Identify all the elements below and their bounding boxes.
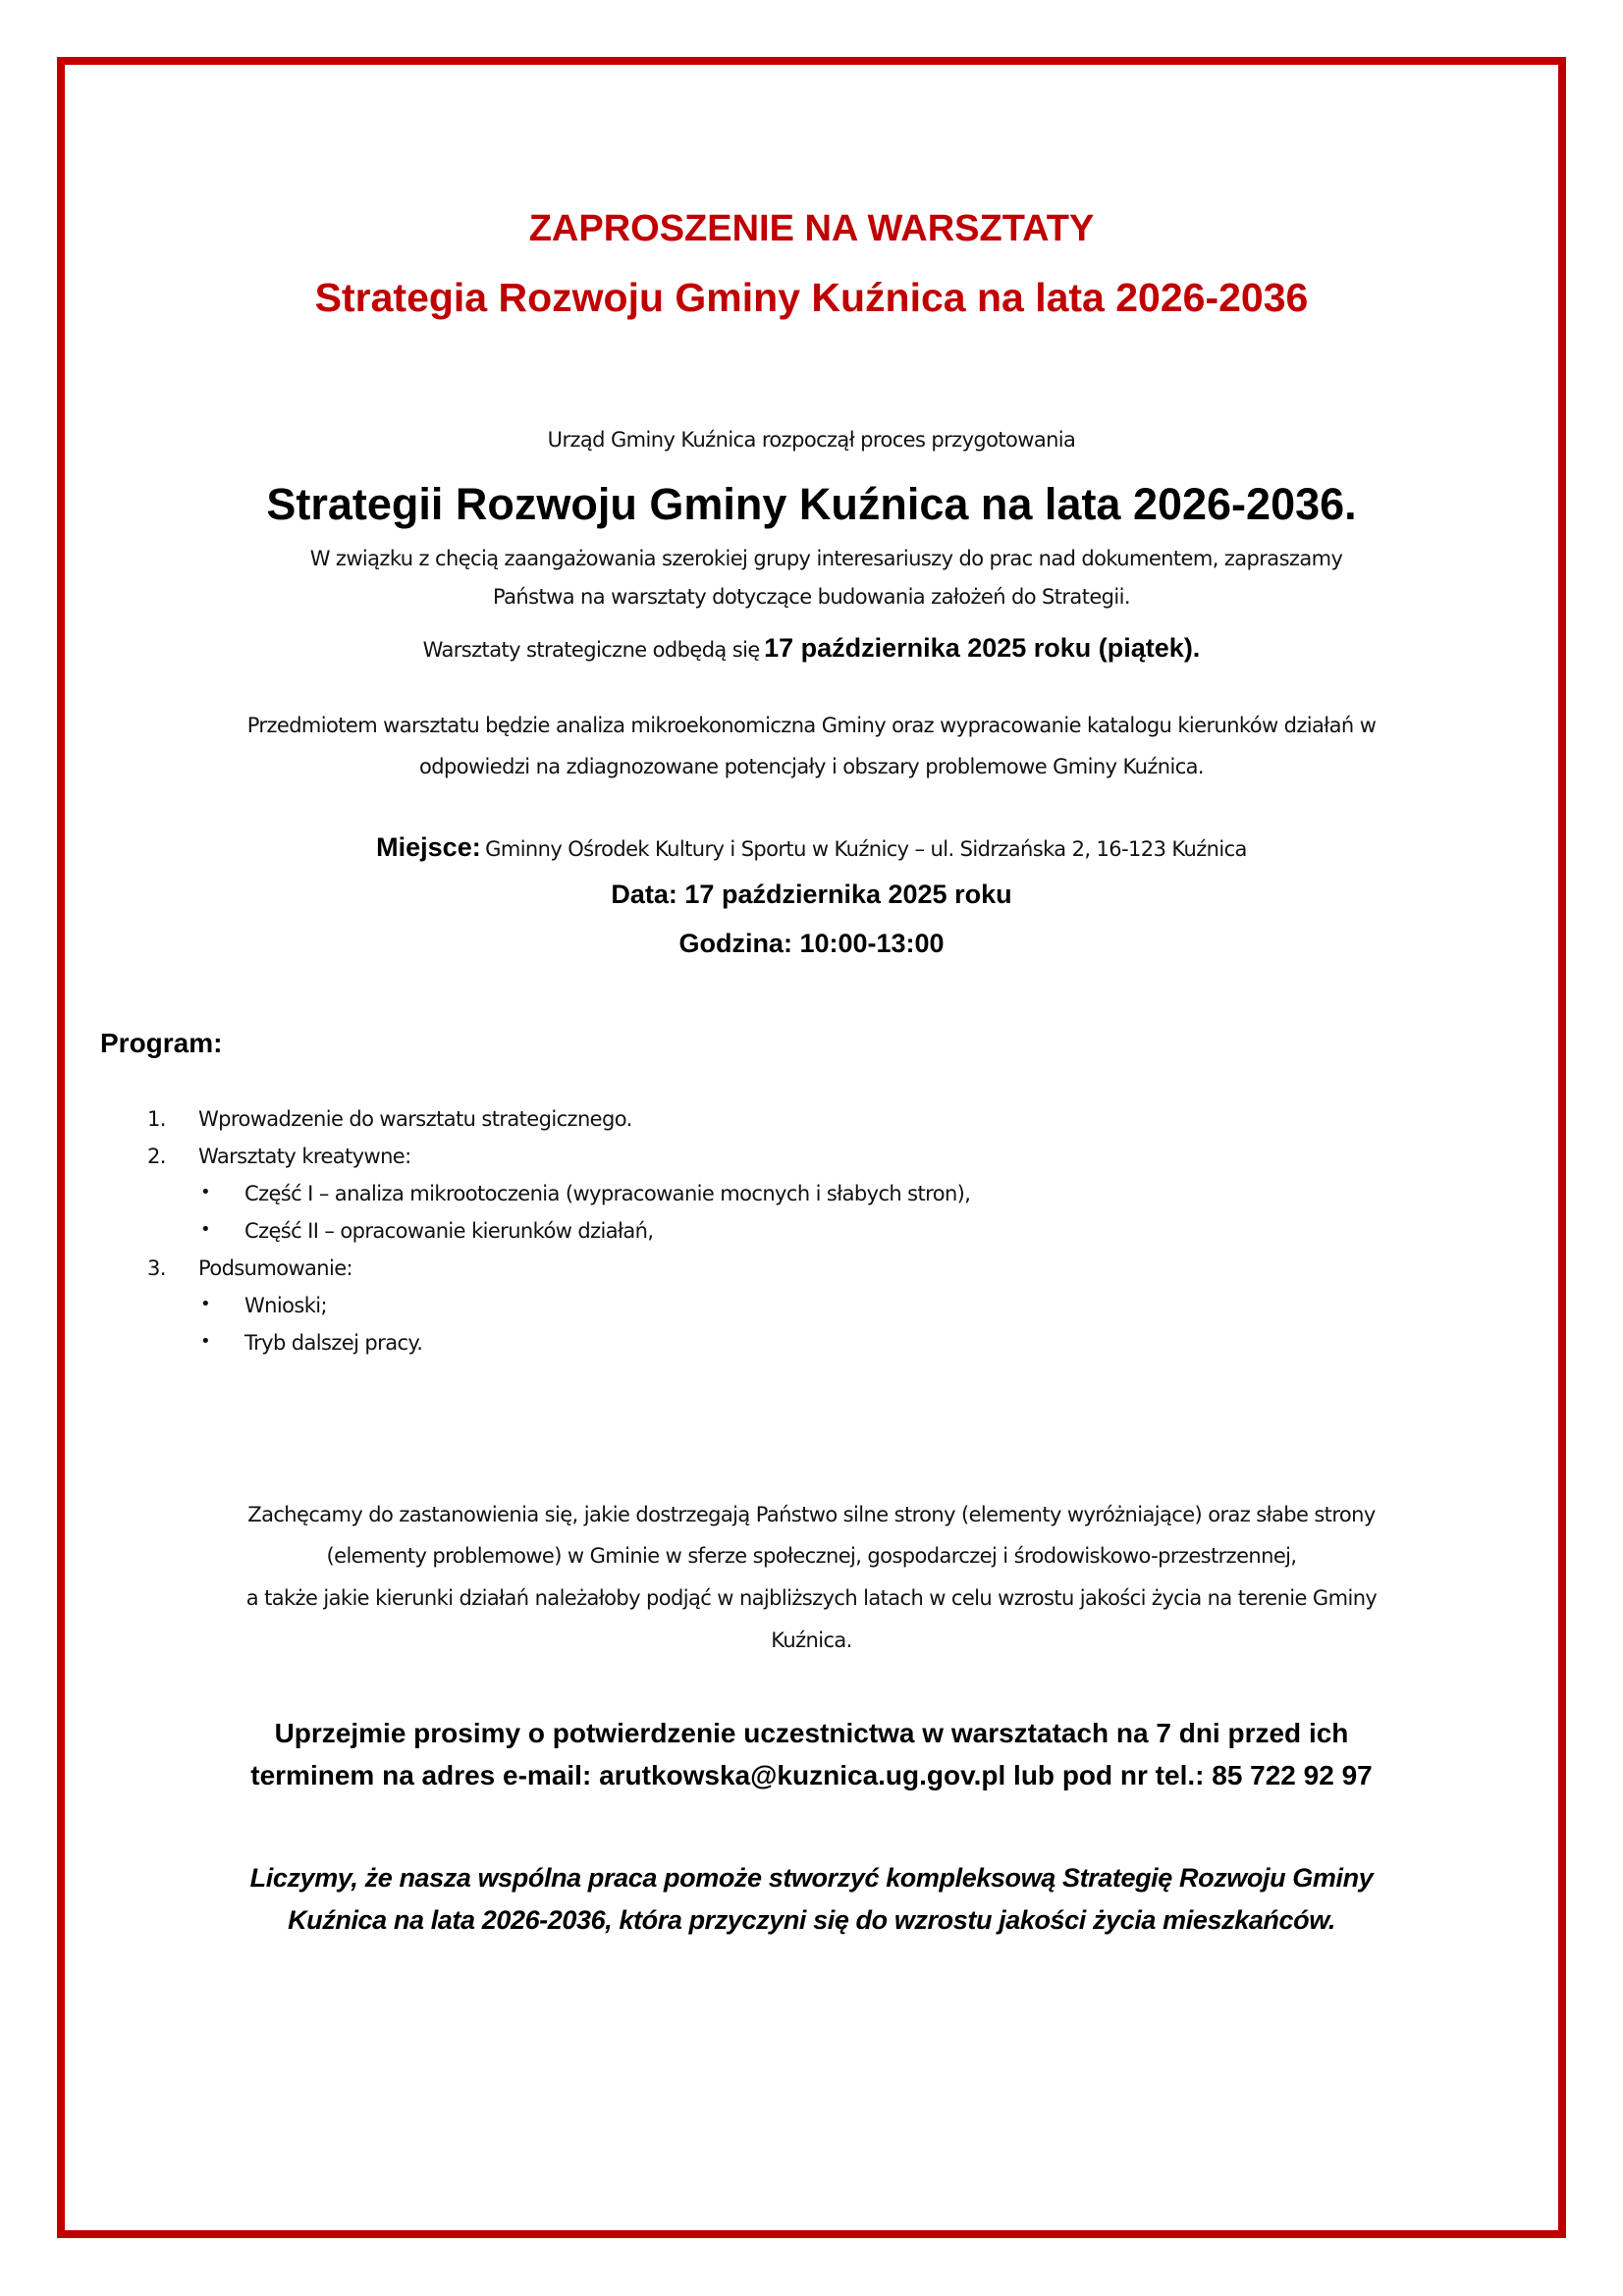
encourage-line-3: a także jakie kierunki działań należałoby podjąć w najbliższych latach w celu wzrostu jakości życia na terenie Gminy [245,1586,1378,1610]
workshop-date-bold: 17 października 2025 roku (piątek). [764,633,1201,663]
subject-line-1: Przedmiotem warsztatu będzie analiza mikroekonomiczna Gminy oraz wypracowanie katalogu kierunków działań w [246,714,1377,737]
list-number: 3. [147,1256,166,1280]
list-number: 1. [147,1107,166,1131]
bullet-icon: • [200,1219,211,1240]
closing-line-2: Kuźnica na lata 2026-2036, która przyczyni się do wzrostu jakości życia mieszkańców. [288,1905,1335,1935]
intro-line-2: W związku z chęcią zaangażowania szerokiej grupy interesariuszy do prac nad dokumentem, zapraszamy [309,547,1343,570]
date-line: Data: 17 października 2025 roku [611,880,1012,909]
intro-line-3: Państwa na warsztaty dotyczące budowania założeń do Strategii. [493,585,1130,609]
invitation-title: ZAPROSZENIE NA WARSZTATY [528,208,1095,249]
list-text: Wnioski; [244,1294,327,1317]
bullet-icon: • [200,1294,211,1314]
bullet-icon: • [200,1331,211,1352]
workshop-date-prefix: Warsztaty strategiczne odbędą się [422,638,760,662]
list-text: Wprowadzenie do warsztatu strategicznego. [198,1107,632,1131]
strategy-heading: Strategii Rozwoju Gminy Kuźnica na lata 2026-2036. [266,479,1357,529]
closing-line-1: Liczymy, że nasza wspólna praca pomoże stworzyć kompleksową Strategię Rozwoju Gminy [249,1863,1374,1893]
workshop-date-line [0,633,1623,664]
list-text: Podsumowanie: [198,1256,353,1280]
encourage-line-1: Zachęcamy do zastanowienia się, jakie dostrzegają Państwo silne strony (elementy wyróżniające) oraz słabe strony [247,1503,1376,1526]
time-line: Godzina: 10:00-13:00 [678,929,945,958]
subject-line-2: odpowiedzi na zdiagnozowane potencjały i obszary problemowe Gminy Kuźnica. [419,755,1204,778]
list-text: Część I – analiza mikrootoczenia (wypracowanie mocnych i słabych stron), [244,1182,971,1205]
invitation-subtitle: Strategia Rozwoju Gminy Kuźnica na lata 2026-2036 [314,275,1309,320]
place-line [0,832,1623,863]
list-number: 2. [147,1145,166,1168]
encourage-line-4: Kuźnica. [771,1629,852,1652]
place-value: Gminny Ośrodek Kultury i Sportu w Kuźnicy – ul. Sidrzańska 2, 16-123 Kuźnica [485,837,1247,861]
rsvp-line-1: Uprzejmie prosimy o potwierdzenie uczestnictwa w warsztatach na 7 dni przed ich [274,1718,1349,1748]
list-text: Część II – opracowanie kierunków działań, [244,1219,654,1243]
encourage-line-2: (elementy problemowe) w Gminie w sferze społecznej, gospodarczej i środowiskowo-przestrzennej, [326,1544,1297,1568]
place-label: Miejsce: [376,832,481,862]
list-text: Warsztaty kreatywne: [198,1145,411,1168]
program-label: Program: [100,1028,223,1058]
intro-line-1: Urząd Gminy Kuźnica rozpoczął proces przygotowania [547,428,1076,452]
rsvp-line-2: terminem na adres e-mail: arutkowska@kuznica.ug.gov.pl lub pod nr tel.: 85 722 92 97 [250,1760,1373,1790]
bullet-icon: • [200,1182,211,1202]
list-text: Tryb dalszej pracy. [244,1331,423,1355]
